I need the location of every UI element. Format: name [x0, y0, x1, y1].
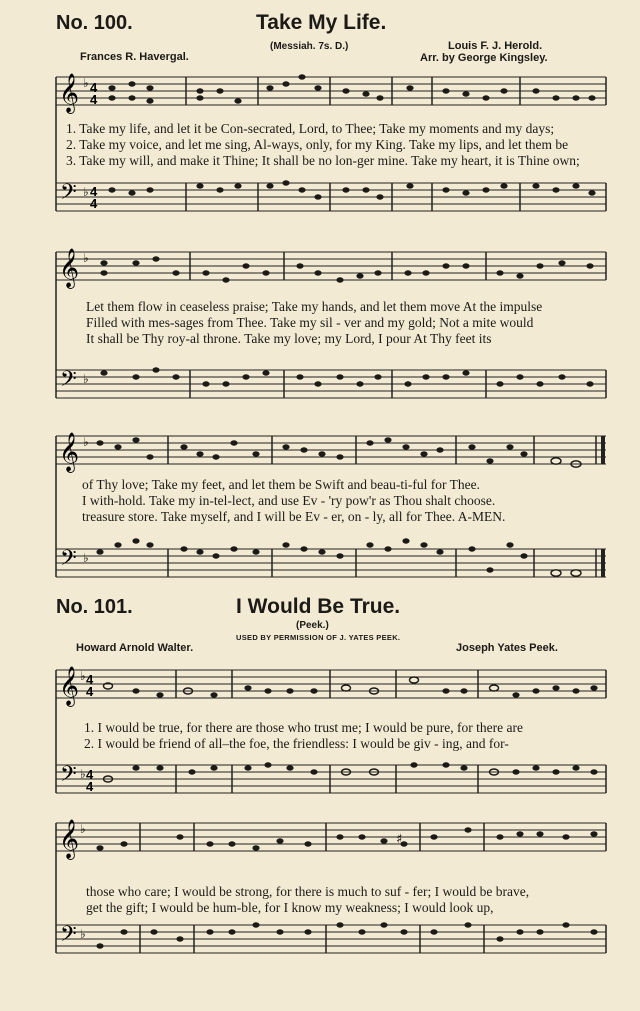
hymn-100-system-3-verse-1: of Thy love; Take my feet, and let them be Swift and beau-ti-ful for Thee.	[82, 477, 480, 492]
bass-clef-icon: 𝄢	[60, 762, 77, 792]
hymn-101-system-2-bass-staff	[56, 925, 606, 953]
hymn-101-composer: Joseph Yates Peek.	[456, 642, 558, 654]
flat-icon: ♭	[80, 927, 86, 941]
hymn-100-system-2-bass-staff	[56, 370, 606, 398]
time-signature: 4	[90, 184, 98, 199]
time-signature: 4	[86, 779, 94, 794]
hymn-100-title: Take My Life.	[256, 11, 387, 34]
flat-icon: ♭	[80, 822, 86, 836]
time-signature: 4	[90, 196, 98, 211]
hymn-100-system-1-treble-staff	[56, 77, 606, 105]
treble-clef-icon: 𝄞	[59, 819, 80, 859]
hymn-101-permission: USED BY PERMISSION OF J. YATES PEEK.	[236, 633, 401, 642]
hymn-100-author: Frances R. Havergal.	[80, 51, 189, 63]
hymn-100-system-1-verse-1: 1. Take my life, and let it be Con-secrated, Lord, to Thee; Take my moments and my days;	[66, 121, 555, 136]
time-signature: 4	[86, 767, 94, 782]
amen-whole-notes	[551, 458, 581, 576]
sharp-icon: ♯	[396, 832, 403, 847]
hymn-100-system-2-verse-3: It shall be Thy roy-al throne. Take my love; my Lord, I pour At Thy feet its	[86, 331, 492, 346]
time-signature: 4	[86, 684, 94, 699]
hymn-100-system-3-bass-staff	[56, 549, 606, 577]
bass-clef-icon: 𝄢	[60, 180, 77, 210]
hymn-101-system-2-verse-1: those who care; I would be strong, for there is much to suf - fer; I would be brave,	[86, 884, 530, 899]
hymn-100-system-2-verse-2: Filled with mes-sages from Thee. Take my sil - ver and my gold; Not a mite would	[86, 315, 534, 330]
hymn-100-number: No. 100.	[56, 12, 133, 34]
flat-icon: ♭	[83, 251, 89, 265]
flat-icon: ♭	[83, 551, 89, 565]
bass-clef-icon: 𝄢	[60, 546, 77, 576]
hymn-100-arranger: Arr. by George Kingsley.	[420, 52, 548, 64]
hymn-101-system-2-verse-2: get the gift; I would be hum-ble, for I know my weakness; I would look up,	[86, 900, 494, 915]
time-signature: 4	[90, 92, 98, 107]
final-barline	[601, 549, 605, 577]
treble-clef-icon: 𝄞	[59, 666, 80, 706]
hymn-101-system-1-verse-1: 1. I would be true, for there are those who trust me; I would be pure, for there are	[84, 720, 523, 735]
treble-clef-icon: 𝄞	[59, 248, 80, 288]
hymn-101-number: No. 101.	[56, 596, 133, 618]
flat-icon: ♭	[80, 767, 86, 781]
hymn-100-system-1-verse-3: 3. Take my will, and make it Thine; It shall be no lon-ger mine. Take my heart, it is Thine own;	[66, 153, 580, 168]
flat-icon: ♭	[80, 669, 86, 683]
flat-icon: ♭	[83, 76, 89, 90]
treble-clef-icon: 𝄞	[59, 73, 80, 113]
hymn-100-system-2-verse-1: Let them flow in ceaseless praise; Take my hands, and let them move At the impulse	[86, 299, 543, 314]
bass-clef-icon: 𝄢	[60, 922, 77, 952]
hymn-101-system-2-treble-staff	[56, 823, 606, 851]
time-signature: 4	[86, 672, 94, 687]
hymn-100-system-1-bass-staff	[56, 183, 606, 211]
hymn-101-system-1-treble-staff	[56, 670, 606, 698]
hymn-101-title: I Would Be True.	[236, 595, 401, 618]
final-barline	[601, 436, 605, 464]
hymn-100-system-1-verse-2: 2. Take my voice, and let me sing, Al-ways, only, for my King. Take my lips, and let them be	[66, 137, 569, 152]
hymn-101-system-1-verse-2: 2. I would be friend of all–the foe, the friendless: I would be giv - ing, and for-	[84, 736, 509, 751]
hymn-101-tune: (Peek.)	[296, 620, 329, 631]
time-signature: 4	[90, 80, 98, 95]
treble-clef-icon: 𝄞	[59, 432, 80, 472]
hymn-100-composer: Louis F. J. Herold.	[448, 40, 543, 52]
hymn-101-author: Howard Arnold Walter.	[76, 642, 194, 654]
flat-icon: ♭	[83, 372, 89, 386]
hymn-100-system-3-verse-2: I with-hold. Take my in-tel-lect, and use Ev - 'ry pow'r as Thou shalt choose.	[82, 493, 496, 508]
flat-icon: ♭	[83, 435, 89, 449]
flat-icon: ♭	[83, 185, 89, 199]
hymn-100-system-3-verse-3: treasure store. Take myself, and I will be Ev - er, on - ly, all for Thee. A-MEN.	[82, 509, 506, 524]
bass-clef-icon: 𝄢	[60, 367, 77, 397]
hymn-100-tune: (Messiah. 7s. D.)	[270, 41, 349, 52]
